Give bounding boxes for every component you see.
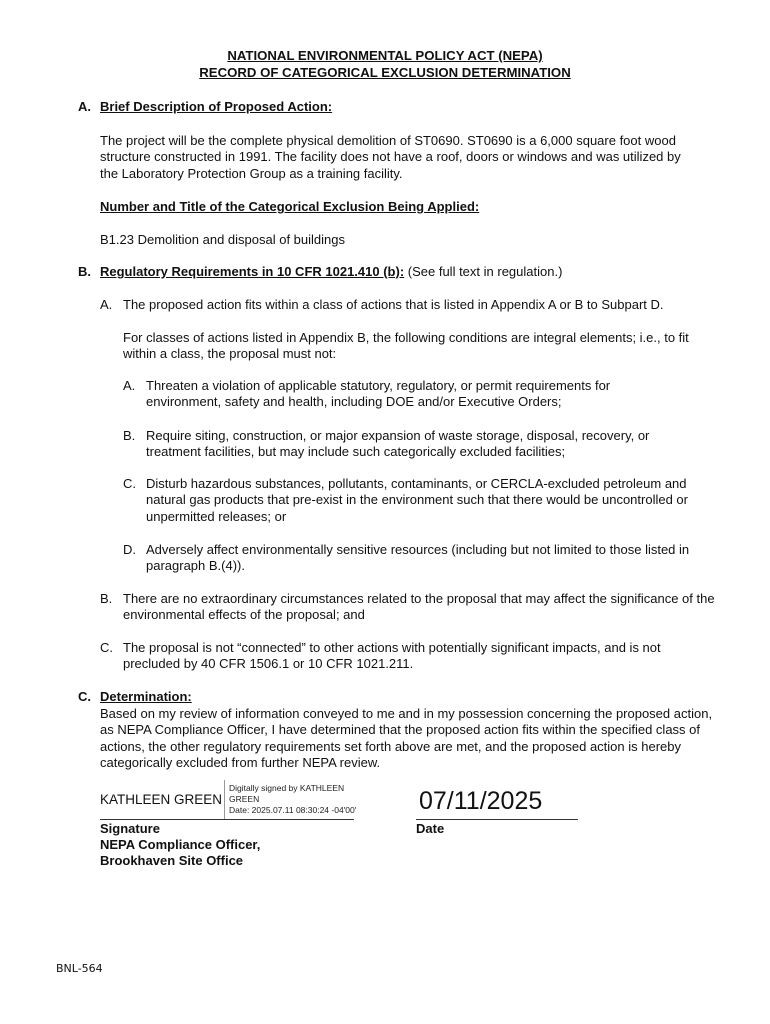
condition-b-marker: B. <box>123 428 136 443</box>
item-c-text: The proposal is not “connected” to other actions with potentially significant impacts, and is not precluded by 40 CFR 1506.1 or 10 CFR 1021.211. <box>123 640 661 672</box>
item-a-text: The proposed action fits within a class of actions that is listed in Appendix A or B to Subpart D. <box>123 297 664 312</box>
cx-heading: Number and Title of the Categorical Exclusion Being Applied: <box>100 199 480 214</box>
condition-b-text: Require siting, construction, or major expansion of waste storage, disposal, recovery, or treatment facilities, but may include such categorically excluded facilities; <box>146 428 650 460</box>
condition-c-text: Disturb hazardous substances, pollutants, contaminants, or CERCLA-excluded petroleum and natural gas products that pre-exist in the environment such that there would be uncontrolled or unpermitted releases; or <box>146 476 688 524</box>
condition-a-text: Threaten a violation of applicable statutory, regulatory, or permit requirements for environment, safety and health, including DOE and/or Executive Orders; <box>146 378 611 410</box>
condition-d-marker: D. <box>123 542 136 557</box>
conditions-intro: For classes of actions listed in Appendix B, the following conditions are integral elements; i.e., to fit within a class, the proposal must not: <box>123 330 689 362</box>
section-a-heading: Brief Description of Proposed Action: <box>100 99 333 114</box>
section-b-heading: Regulatory Requirements in 10 CFR 1021.410 (b): <box>100 264 405 279</box>
condition-a-marker: A. <box>123 378 136 393</box>
signature-line <box>100 819 354 820</box>
item-a-marker: A. <box>100 297 113 312</box>
signer-name: KATHLEEN GREEN <box>100 792 223 807</box>
signature-label: Signature <box>100 821 160 836</box>
digital-signature-line2: GREEN <box>229 794 260 804</box>
digital-signature-line1: Digitally signed by KATHLEEN <box>229 783 345 793</box>
determination-text: Based on my review of information conveyed to me and in my possession concerning the proposed action, as NEPA Compliance Officer, I have determined that the proposed action fits within the specified class of actions, the other regulatory requirements set forth above are met, and the proposed action is hereby categorically excluded from further NEPA review. <box>100 706 713 771</box>
condition-d-text: Adversely affect environmentally sensitive resources (including but not limited to those listed in paragraph B.(4)). <box>146 542 690 574</box>
section-a-marker: A. <box>78 99 91 114</box>
section-b-heading-note: (See full text in regulation.) <box>404 264 563 279</box>
signer-title: NEPA Compliance Officer, <box>100 837 261 852</box>
item-b-text: There are no extraordinary circumstances related to the proposal that may affect the significance of the environmental effects of the proposal; and <box>123 591 715 623</box>
section-a-description: The project will be the complete physical demolition of ST0690. ST0690 is a 6,000 square foot wood structure constructed in 1991. The facility does not have a roof, doors or windows and was utilized by the Laboratory Protection Group as a training facility. <box>100 133 681 181</box>
date-label: Date <box>416 821 445 836</box>
section-c-heading: Determination: <box>100 689 192 704</box>
item-b-marker: B. <box>100 591 113 606</box>
signature-divider <box>224 780 227 820</box>
form-number: BNL-564 <box>56 962 103 975</box>
signer-office: Brookhaven Site Office <box>100 853 244 868</box>
section-b-heading-wrap <box>100 264 562 279</box>
signature-date-value: 07/11/2025 <box>419 787 543 815</box>
date-line <box>416 819 578 820</box>
item-c-marker: C. <box>100 640 113 655</box>
section-b-marker: B. <box>78 264 91 279</box>
cx-title: B1.23 Demolition and disposal of buildings <box>100 232 345 247</box>
section-c-marker: C. <box>78 689 91 704</box>
condition-c-marker: C. <box>123 476 136 491</box>
document-title-line2: RECORD OF CATEGORICAL EXCLUSION DETERMINATION <box>199 65 571 80</box>
document-title-line1: NATIONAL ENVIRONMENTAL POLICY ACT (NEPA) <box>227 48 543 63</box>
digital-signature-date: Date: 2025.07.11 08:30:24 -04'00' <box>229 805 357 815</box>
